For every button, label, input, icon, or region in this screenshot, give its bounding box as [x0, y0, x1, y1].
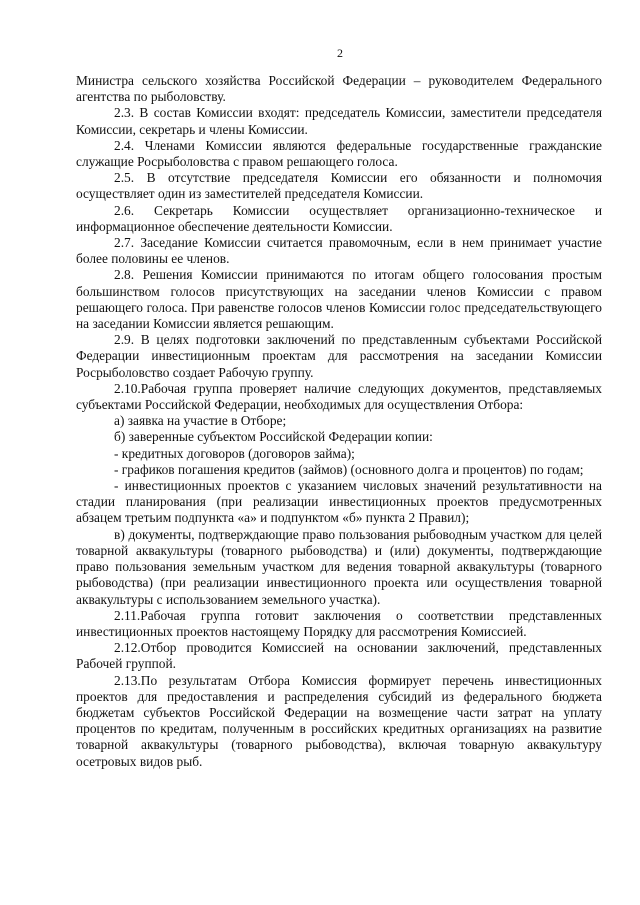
paragraph-2-6: 2.6. Секретарь Комиссии осуществляет организационно-техническое и информационное обеспечение деятельности Комиссии. — [76, 202, 602, 234]
paragraph-2-10: 2.10.Рабочая группа проверяет наличие следующих документов, представляемых субъектами Российской Федерации, необходимых для осуществления Отбора: — [76, 380, 602, 413]
paragraph-2-3: 2.3. В состав Комиссии входят: председатель Комиссии, заместители председателя Комиссии, секретарь и члены Комиссии. — [76, 105, 602, 137]
list-item-b: б) заверенные субъектом Российской Федерации копии: — [114, 429, 433, 445]
paragraph-2-5: 2.5. В отсутствие председателя Комиссии его обязанности и полномочия осуществляет один из заместителей председателя Комиссии. — [76, 170, 602, 202]
document-body — [76, 73, 602, 770]
list-item-investment-projects: - инвестиционных проектов с указанием числовых значений результативности на стадии планирования (при реализации инвестиционных проектов предусмотренных абзацем третьим подпункта «а» и подпунктом «б» пункта 2 Правил); — [76, 478, 602, 526]
list-item-repayment-schedules: - графиков погашения кредитов (займов) (основного долга и процентов) по годам; — [114, 461, 584, 477]
page-number: 2 — [337, 46, 343, 60]
paragraph-2-2-continuation: Министра сельского хозяйства Российской Федерации – руководителем Федерального агентства по рыболовству. — [76, 73, 602, 105]
list-item-v: в) документы, подтверждающие право пользования рыбоводным участком для целей товарной аквакультуры (товарного рыбоводства) и (или) документы, подтверждающие право пользования земельным участком для ведения товарной аквакультуры (товарного рыбоводства) (при реализации инвестиционного проекта или осуществления товарной аквакультуры с использованием земельного участка). — [76, 526, 602, 607]
paragraph-2-11: 2.11.Рабочая группа готовит заключения о соответствии представленных инвестиционных проектов настоящему Порядку для рассмотрения Комиссией. — [76, 607, 602, 639]
list-item-credit-agreements: - кредитных договоров (договоров займа); — [114, 445, 355, 461]
paragraph-2-13: 2.13.По результатам Отбора Комиссия формирует перечень инвестиционных проектов для предоставления и распределения субсидий из федерального бюджета бюджетам субъектов Российской Федерации на возмещение части затрат на уплату процентов по кредитам, полученным в российских кредитных организациях на развитие товарной аквакультуры (товарного рыбоводства), включая товарную аквакультуру осетровых видов рыб. — [76, 672, 602, 769]
paragraph-2-9: 2.9. В целях подготовки заключений по представленным субъектами Российской Федерации инвестиционным проектам для рассмотрения на заседании Комиссии Росрыболовство создает Рабочую группу. — [76, 332, 602, 380]
paragraph-2-12: 2.12.Отбор проводится Комиссией на основании заключений, представленных Рабочей группой. — [76, 640, 602, 672]
paragraph-2-4: 2.4. Членами Комиссии являются федеральные государственные гражданские служащие Росрыболовства с правом решающего голоса. — [76, 137, 602, 170]
list-item-a: а) заявка на участие в Отборе; — [114, 413, 287, 429]
paragraph-2-7: 2.7. Заседание Комиссии считается правомочным, если в нем принимает участие более половины ее членов. — [76, 235, 602, 267]
paragraph-2-8: 2.8. Решения Комиссии принимаются по итогам общего голосования простым большинством голосов присутствующих на заседании членов Комиссии с правом решающего голоса. При равенстве голосов членов Комиссии голос председательствующего на заседании Комиссии является решающим. — [76, 267, 602, 332]
